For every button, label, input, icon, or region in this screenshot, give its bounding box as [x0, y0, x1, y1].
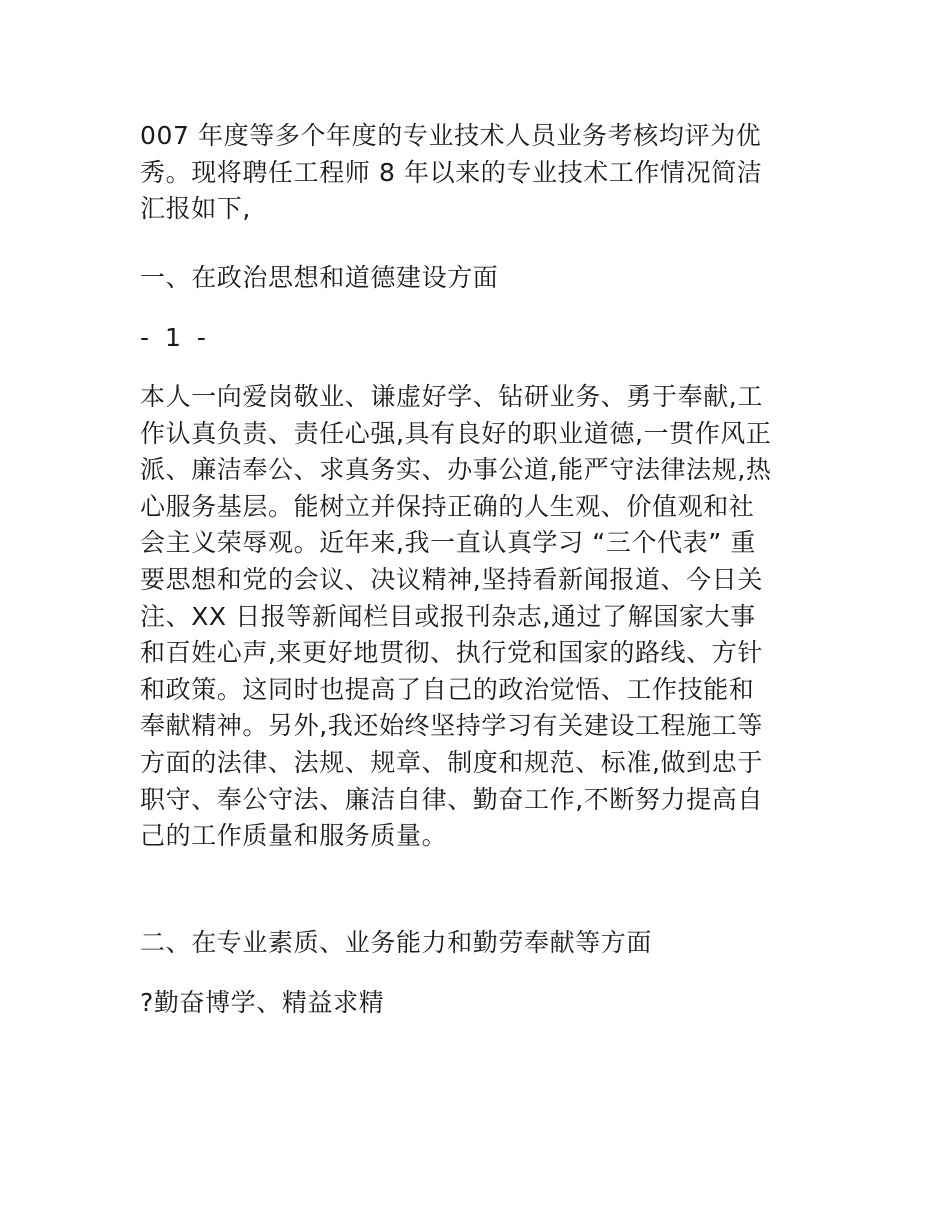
paragraph-line: 心服务基层。能树立并保持正确的人生观、价值观和社 — [140, 491, 755, 521]
paragraph-line: 秀。现将聘任工程师 8 年以来的专业技术工作情况简洁 — [140, 157, 763, 187]
paragraph-line: 作认真负责、责任心强,具有良好的职业道德,一贯作风正 — [140, 418, 772, 448]
paragraph-line: 本人一向爱岗敬业、谦虚好学、钻研业务、勇于奉献,工 — [140, 382, 763, 411]
subsection-heading: ?勤奋博学、精益求精 — [140, 988, 385, 1017]
paragraph-line: 奉献精神。另外,我还始终坚持学习有关建设工程施工等 — [140, 711, 763, 741]
paragraph-line: 方面的法律、法规、规章、制度和规范、标准,做到忠于 — [140, 747, 763, 777]
paragraph-line: 和政策。这同时也提高了自己的政治觉悟、工作技能和 — [140, 674, 755, 704]
page-number: - 1 - — [140, 323, 210, 352]
paragraph-line: 和百姓心声,来更好地贯彻、执行党和国家的路线、方针 — [140, 638, 763, 668]
paragraph-line: 注、XX 日报等新闻栏目或报刊杂志,通过了解国家大事 — [140, 601, 756, 631]
paragraph-line: 会主义荣辱观。近年来,我一直认真学习 “三个代表” 重 — [140, 528, 756, 558]
section-heading-1: 一、在政治思想和道德建设方面 — [140, 263, 499, 292]
paragraph-line: 汇报如下, — [140, 194, 251, 224]
paragraph-line: 007 年度等多个年度的专业技术人员业务考核均评为优 — [140, 121, 762, 150]
intro-paragraph — [140, 118, 812, 228]
paragraph-line: 要思想和党的会议、决议精神,坚持看新闻报道、今日关 — [140, 564, 763, 594]
paragraph-line: 己的工作质量和服务质量。 — [140, 821, 448, 851]
paragraph-line: 派、廉洁奉公、求真务实、办事公道,能严守法律法规,热 — [140, 455, 772, 485]
body-paragraph — [140, 379, 812, 855]
section-heading-2: 二、在专业素质、业务能力和勤劳奉献等方面 — [140, 928, 653, 957]
paragraph-line: 职守、奉公守法、廉洁自律、勤奋工作,不断努力提高自 — [140, 784, 763, 814]
